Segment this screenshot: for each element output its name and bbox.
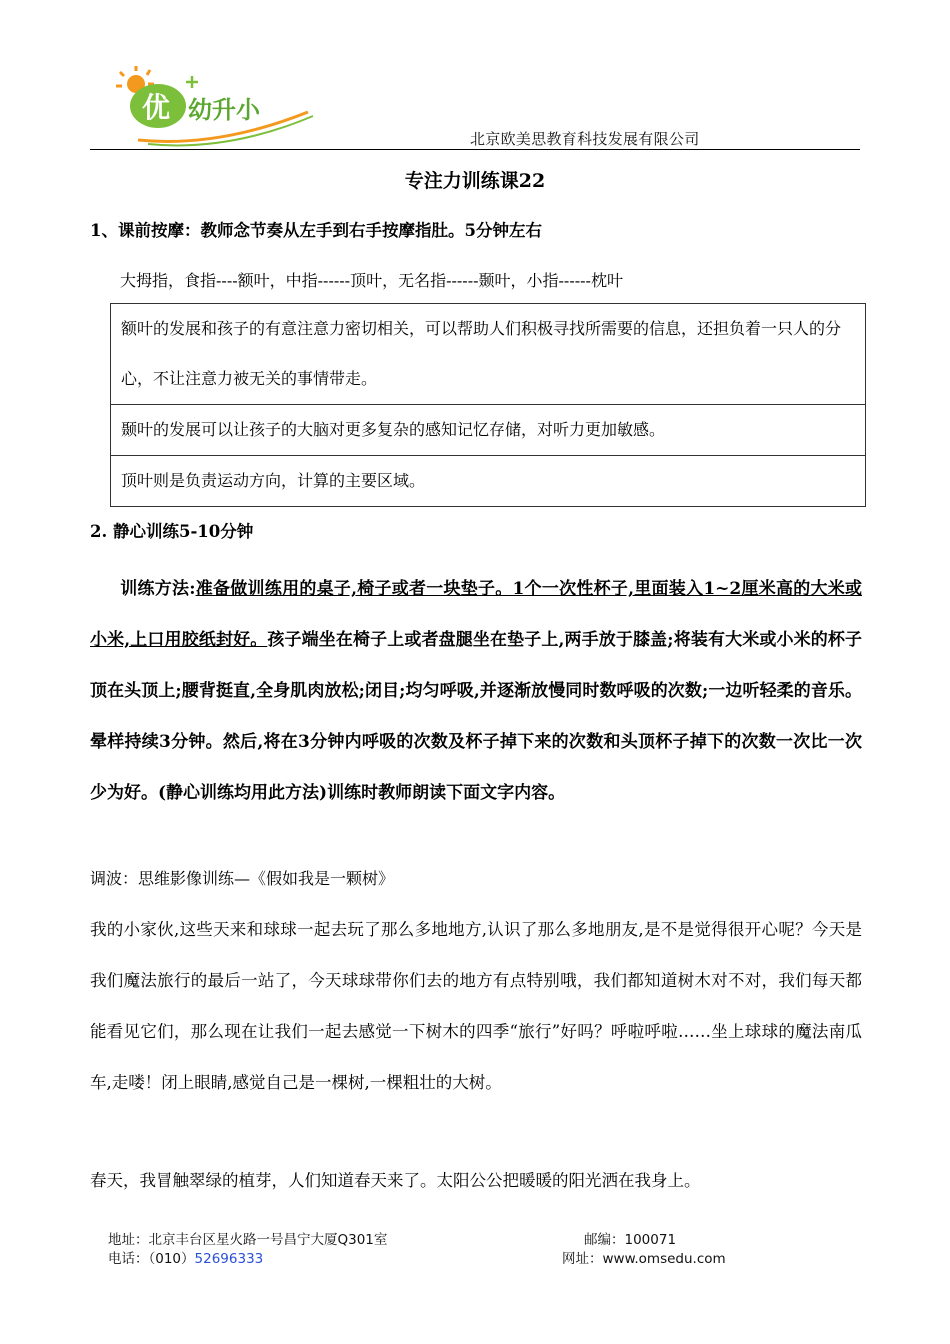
- company-name: 北京欧美思教育科技发展有限公司: [470, 130, 700, 148]
- fingers-mapping: 大拇指，食指----额叶，中指------顶叶，无名指------颞叶，小指------枕叶: [120, 271, 623, 290]
- story-paragraph-1: 我的小家伙,这些天来和球球一起去玩了那么多地地方,认识了那么多地朋友,是不是觉得很开心呢？今天是我们魔法旅行的最后一站了，今天球球带你们去的地方有点特别哦，我们都知道树木对不对，我们每天都能看见它们，那么现在让我们一起去感觉一下树木的四季“旅行”好吗？呼啦呼啦……坐上球球的魔法南瓜车,走喽！闭上眼睛,感觉自己是一棵树,一棵粗壮的大树。: [90, 920, 862, 1092]
- svg-text:优: 优: [142, 91, 171, 124]
- table-row: [111, 304, 866, 405]
- table-cell: 颞叶的发展可以让孩子的大脑对更多复杂的感知记忆存储，对听力更加敏感。: [111, 405, 866, 456]
- section1-heading: 1、课前按摩：教师念节奏从左手到右手按摩指肚。5分钟左右: [90, 221, 542, 240]
- plus-sparkle-icon: [186, 76, 198, 88]
- lobe-info-table: [110, 303, 866, 507]
- story-paragraph-2: 春天，我冒触翠绿的植芽，人们知道春天来了。太阳公公把暖暖的阳光洒在我身上。: [90, 1171, 701, 1190]
- phone-number[interactable]: 52696333: [194, 1251, 264, 1267]
- method-materials: 准备做训练用的桌子,椅子或者一块垫子。1个一次性杯子,里面装入1~2厘米高的大米或小米,上口用胶纸封好。: [90, 579, 862, 650]
- footer-website[interactable]: 网址：www.omsedu.com: [562, 1251, 726, 1267]
- phone-label: 电话：（010）: [108, 1251, 195, 1267]
- table-cell: 额叶的发展和孩子的有意注意力密切相关，可以帮助人们积极寻找所需要的信息，还担负着一只人的分心，不让注意力被无关的事情带走。: [111, 304, 866, 405]
- table-cell: 顶叶则是负责运动方向，计算的主要区域。: [111, 456, 866, 507]
- footer-phone: [108, 1247, 263, 1267]
- page-title: 专注力训练课22: [404, 170, 546, 192]
- method-label: 训练方法:: [120, 579, 196, 599]
- section2-heading: 2. 静心训练5-10分钟: [90, 522, 254, 541]
- header-divider: [90, 149, 860, 150]
- method-steps: 孩子端坐在椅子上或者盘腿坐在垫子上,两手放于膝盖;将装有大米或小米的杯子顶在头顶上;腰背挺直,全身肌肉放松;闭目;均匀呼吸,并逐渐放慢同时数呼吸的次数;一边听轻柔的音乐。晕样持续3分钟。然后,将在3分钟内呼吸的次数及杯子掉下来的次数和头顶杯子掉下的次数一次比一次少为好。(静心训练均用此方法)训练时教师朗读下面文字内容。: [90, 630, 862, 803]
- table-row: [111, 456, 866, 507]
- footer-address: 地址：北京丰台区星火路一号昌宁大厦Q301室: [108, 1232, 388, 1248]
- table-row: [111, 405, 866, 456]
- company-logo: [108, 62, 318, 152]
- training-method-paragraph: [90, 564, 862, 819]
- svg-text:幼升小: 幼升小: [188, 96, 260, 124]
- footer-zip: 邮编：100071: [584, 1232, 677, 1248]
- tiaobo-line: 调波：思维影像训练—《假如我是一颗树》: [90, 869, 395, 888]
